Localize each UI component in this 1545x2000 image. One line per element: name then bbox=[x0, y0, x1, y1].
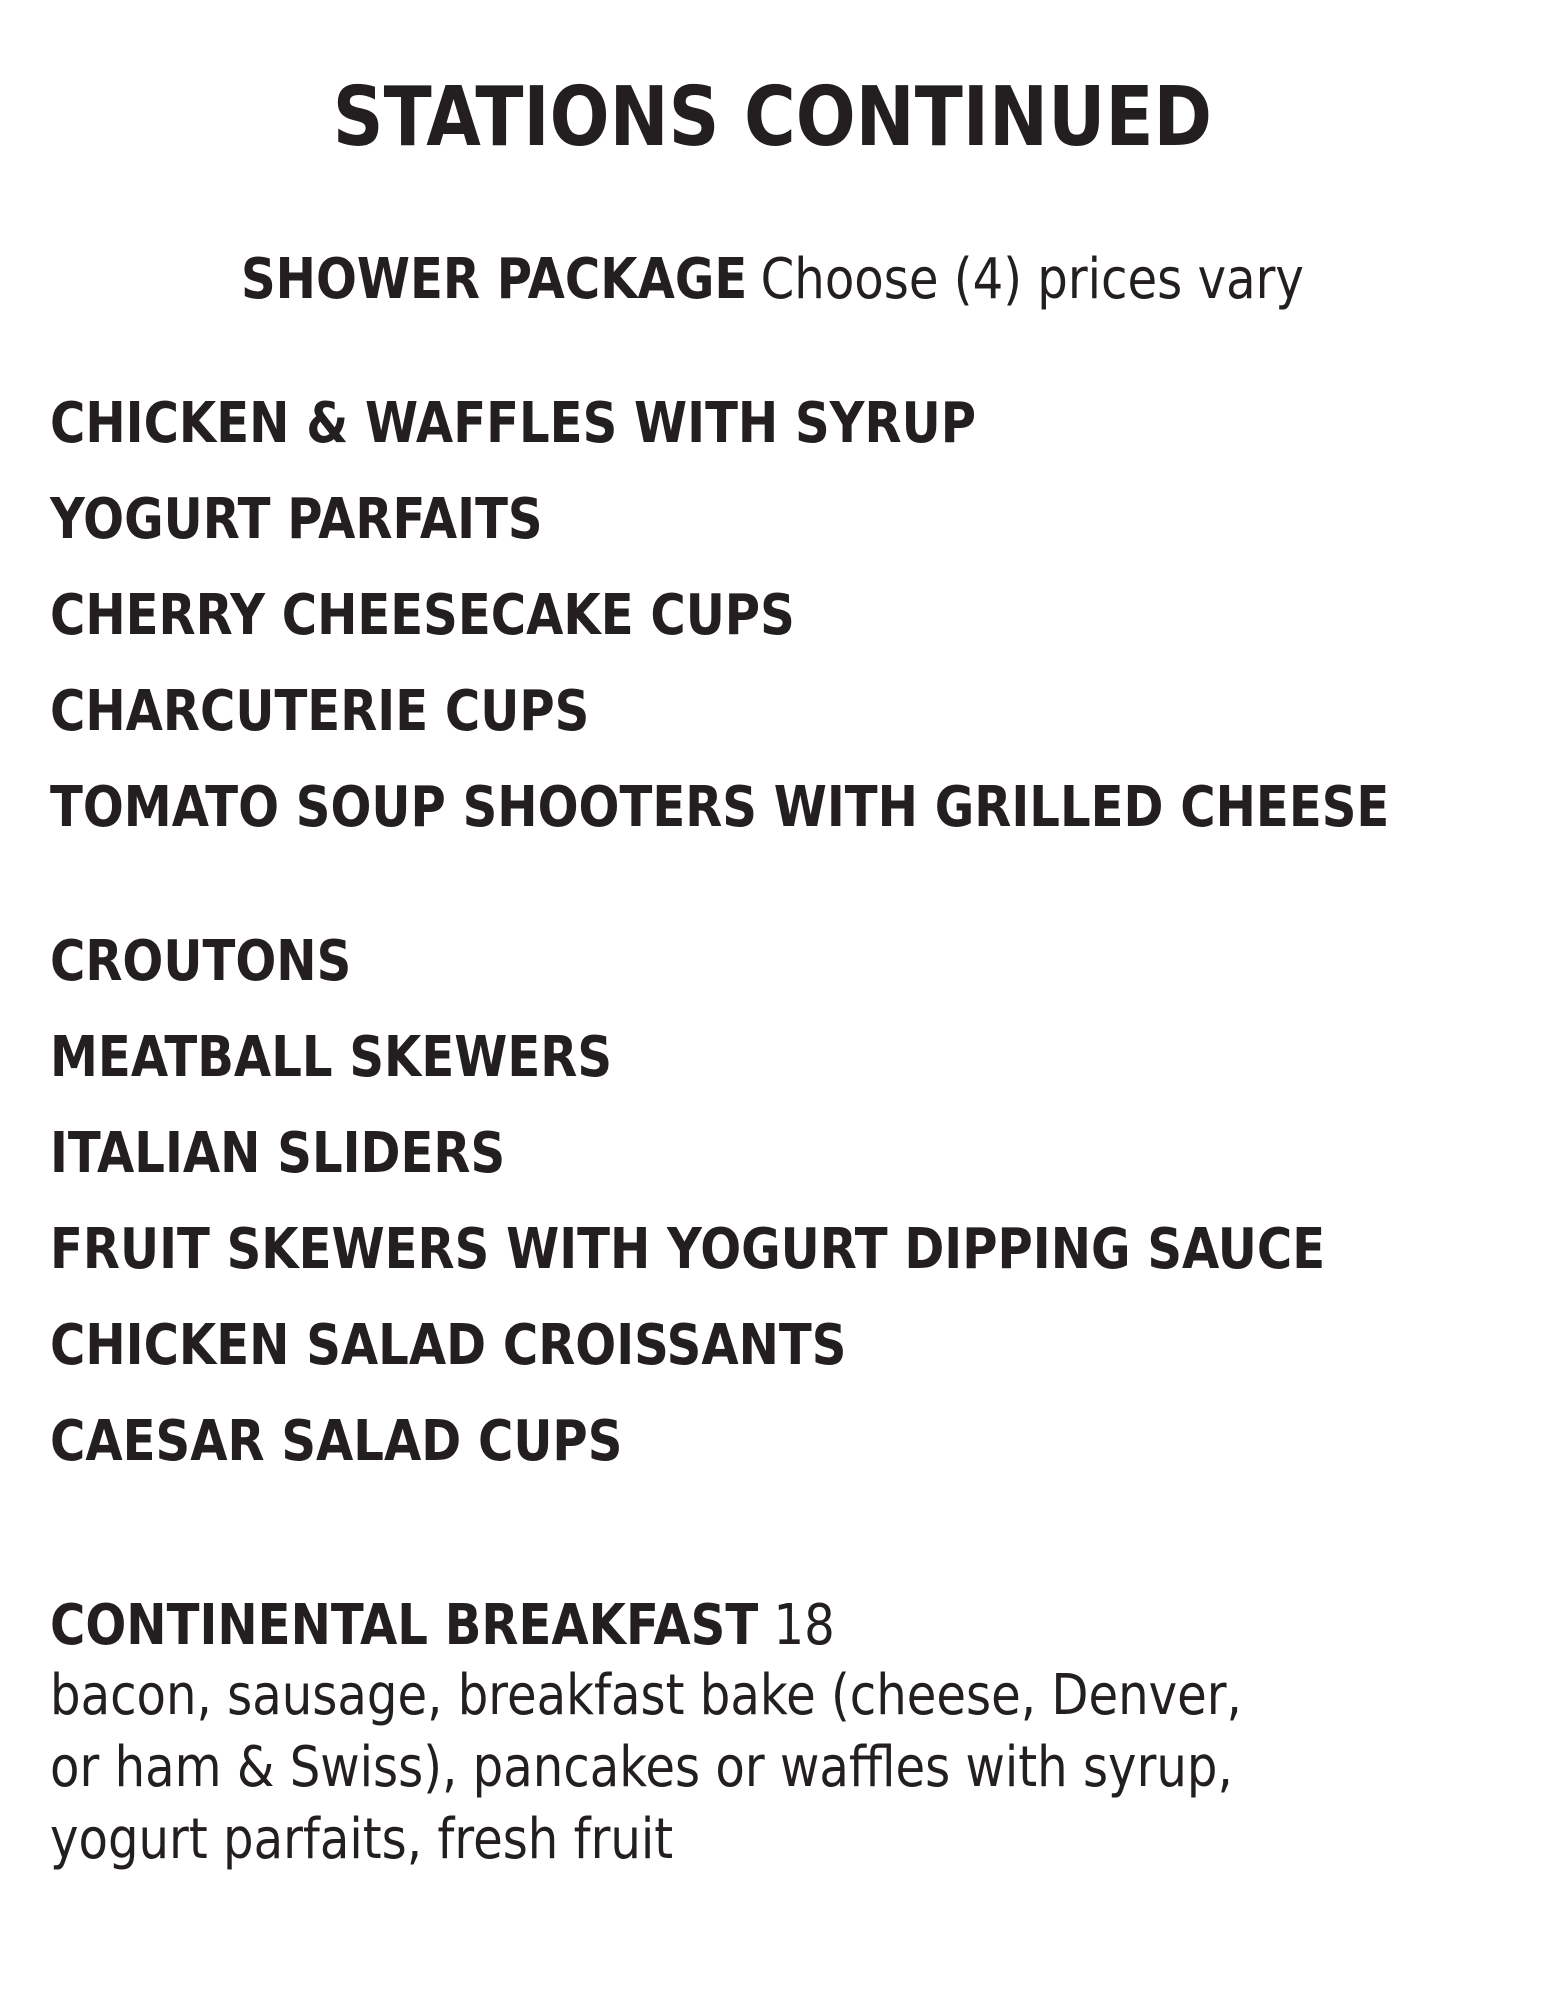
menu-list-group-2 bbox=[50, 914, 1533, 1490]
menu-item: CHARCUTERIE CUPS bbox=[50, 679, 590, 744]
menu-item: CAESAR SALAD CUPS bbox=[50, 1409, 623, 1474]
shower-package-header bbox=[108, 244, 1437, 315]
shower-package-note: Choose (4) prices vary bbox=[760, 247, 1304, 312]
menu-item: ITALIAN SLIDERS bbox=[50, 1121, 506, 1186]
menu-item: CROUTONS bbox=[50, 929, 352, 994]
menu-item: CHICKEN SALAD CROISSANTS bbox=[50, 1313, 847, 1378]
continental-breakfast-heading bbox=[50, 1588, 1254, 1664]
continental-breakfast-name: CONTINENTAL BREAKFAST bbox=[50, 1593, 759, 1658]
menu-item: FRUIT SKEWERS WITH YOGURT DIPPING SAUCE bbox=[50, 1217, 1326, 1282]
continental-breakfast-description bbox=[50, 1660, 1450, 1876]
continental-breakfast-price: 18 bbox=[773, 1593, 835, 1658]
continental-breakfast-section bbox=[50, 1588, 1450, 1876]
page-title: STATIONS CONTINUED bbox=[332, 70, 1213, 165]
menu-item: CHERRY CHEESECAKE CUPS bbox=[50, 583, 795, 648]
menu-item: MEATBALL SKEWERS bbox=[50, 1025, 613, 1090]
description-line: yogurt parfaits, fresh fruit bbox=[50, 1807, 674, 1872]
description-line: bacon, sausage, breakfast bake (cheese, Denver, bbox=[50, 1663, 1242, 1728]
menu-list-group-1 bbox=[50, 376, 1545, 856]
description-line: or ham & Swiss), pancakes or waffles with syrup, bbox=[50, 1735, 1233, 1800]
menu-item: TOMATO SOUP SHOOTERS WITH GRILLED CHEESE bbox=[50, 775, 1390, 840]
menu-item: YOGURT PARFAITS bbox=[50, 487, 543, 552]
menu-item: CHICKEN & WAFFLES WITH SYRUP bbox=[50, 391, 977, 456]
shower-package-name: SHOWER PACKAGE bbox=[240, 247, 748, 312]
